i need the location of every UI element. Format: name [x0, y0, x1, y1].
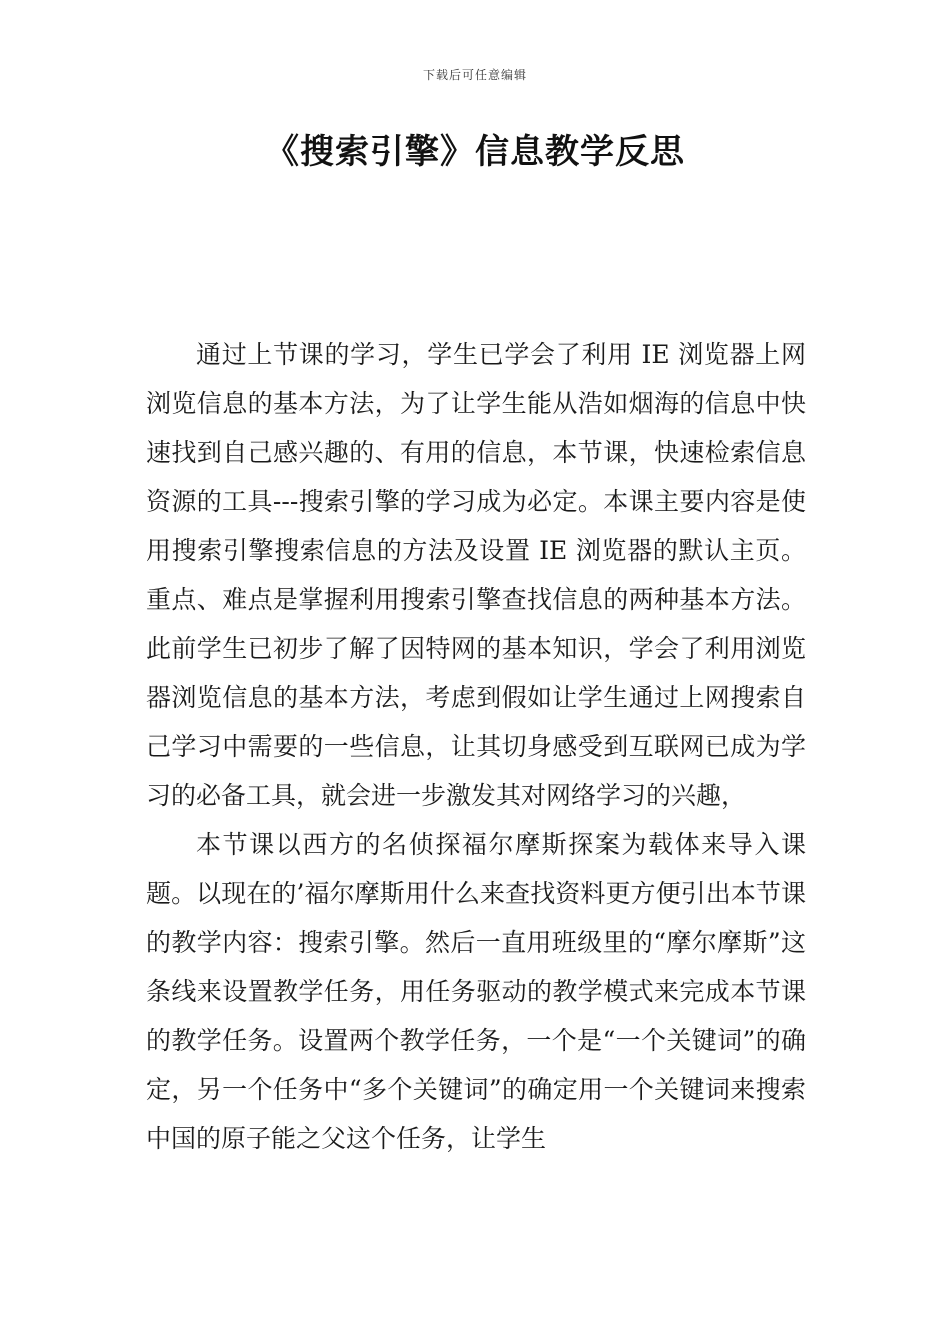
document-body — [146, 330, 806, 1163]
paragraph-1: 通过上节课的学习，学生已学会了利用 IE 浏览器上网浏览信息的基本方法，为了让学生能从浩如烟海的信息中快速找到自己感兴趣的、有用的信息，本节课，快速检索信息资源的工具---搜索引擎的学习成为必定。本课主要内容是使用搜索引擎搜索信息的方法及设置 IE 浏览器的默认主页。重点、难点是掌握利用搜索引擎查找信息的两种基本方法。此前学生已初步了解了因特网的基本知识，学会了利用浏览器浏览信息的基本方法，考虑到假如让学生通过上网搜索自己学习中需要的一些信息，让其切身感受到互联网已成为学习的必备工具，就会进一步激发其对网络学习的兴趣， — [146, 340, 806, 810]
document-title: 《搜索引擎》信息教学反思 — [265, 132, 685, 172]
paragraph-2: 本节课以西方的名侦探福尔摩斯探案为载体来导入课题。以现在的’福尔摩斯用什么来查找资料更方便引出本节课的教学内容：搜索引擎。然后一直用班级里的“摩尔摩斯”这条线来设置教学任务，用任务驱动的教学模式来完成本节课的教学任务。设置两个教学任务，一个是“一个关键词”的确定，另一个任务中“多个关键词”的确定用一个关键词来搜索中国的原子能之父这个任务，让学生 — [146, 830, 806, 1153]
header-note: 下载后可任意编辑 — [422, 68, 527, 82]
